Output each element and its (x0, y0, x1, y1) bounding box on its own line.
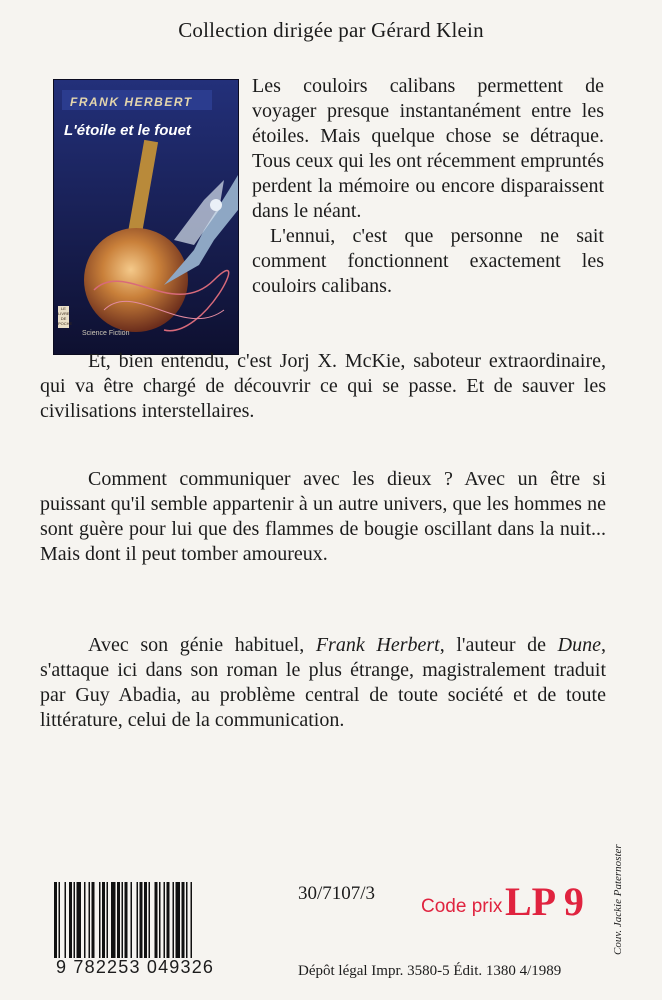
blurb-paragraph-3-block (40, 349, 606, 424)
blurb-top (252, 74, 604, 299)
book-cover-image (54, 80, 238, 354)
p5-text-a: Avec son génie habituel, (88, 634, 316, 656)
cover-credit: Couv. Jackie Paternoster (612, 844, 624, 955)
barcode-bar (140, 882, 143, 958)
barcode-bar (125, 882, 128, 958)
barcode-bar (159, 882, 161, 958)
barcode-bar (191, 882, 193, 958)
depot-legal: Dépôt légal Impr. 3580-5 Édit. 1380 4/1989 (298, 963, 562, 979)
barcode-bar (89, 882, 91, 958)
barcode-bar (74, 882, 76, 958)
barcode-digits: 9 782253 049326 (56, 957, 215, 977)
barcode-bar (149, 882, 151, 958)
barcode-bar (144, 882, 147, 958)
code-prix-label: Code prix (421, 896, 503, 917)
blurb-paragraph-4-block (40, 467, 606, 567)
blurb-paragraph-1: Les couloirs calibans permettent de voyager presque instantanément entre les étoiles. Mais quelque chose se détraque. Tous ceux qui les ont récemment empruntés perdent la mémoire ou encore disparaissent dans le néant. (252, 75, 604, 222)
barcode-bar (77, 882, 82, 958)
barcode-bar (69, 882, 72, 958)
p5-text-c: , s'attaque ici dans son roman le plus étrange, magistralement traduit par Guy Abadia, au problème central de toute société et de toute littérature, celui de la communication. (40, 634, 606, 731)
cover-title: L'étoile et le fouet (64, 122, 191, 139)
barcode-bar (84, 882, 86, 958)
barcode-bar (131, 882, 133, 958)
p5-author: Frank Herbert (315, 634, 440, 656)
p5-text-b: , l'auteur de (439, 634, 558, 656)
barcode-bar (155, 882, 158, 958)
barcode-bar (173, 882, 175, 958)
cover-author: FRANK HERBERT (70, 95, 193, 109)
barcode-bar (122, 882, 124, 958)
barcode-bar (164, 882, 166, 958)
barcode-bar (111, 882, 116, 958)
collection-header: Collection dirigée par Gérard Klein (178, 18, 484, 42)
blurb-paragraph-5-block (40, 633, 606, 733)
p5-book: Dune (557, 634, 601, 656)
blurb-paragraph-2: L'ennui, c'est que personne ne sait comment fonctionnent exactement les couloirs calibans. (252, 225, 604, 297)
barcode-bar (137, 882, 139, 958)
blurb-paragraph-5 (40, 633, 606, 733)
code-prix-value: LP 9 (505, 879, 584, 924)
barcode (52, 882, 248, 958)
barcode-bar (107, 882, 109, 958)
barcode-bar (167, 882, 170, 958)
barcode-bar (176, 882, 181, 958)
cover-publisher-badge: LE LIVRE DE POCHE (58, 306, 73, 326)
barcode-bar (59, 882, 61, 958)
barcode-bar (182, 882, 185, 958)
barcode-bar (186, 882, 188, 958)
barcode-bar (117, 882, 120, 958)
barcode-bar (54, 882, 57, 958)
blurb-paragraph-4: Comment communiquer avec les dieux ? Avec un être si puissant qu'il semble appartenir à un autre univers, que les hommes ne sont guère pour lui que des flammes de bougie oscillant dans la nuit... Mais dont il peut tomber amoureux. (40, 468, 606, 565)
cover-series: Science Fiction (82, 330, 130, 337)
barcode-bar (65, 882, 67, 958)
blurb-paragraph-3: Et, bien entendu, c'est Jorj X. McKie, saboteur extraordinaire, qui va être chargé de découvrir ce qui se passe. Et de sauver les civilisations interstellaires. (40, 350, 606, 422)
isbn-code: 30/7107/3 (298, 883, 376, 904)
barcode-bar (92, 882, 95, 958)
barcode-bar (102, 882, 105, 958)
barcode-bar (99, 882, 101, 958)
